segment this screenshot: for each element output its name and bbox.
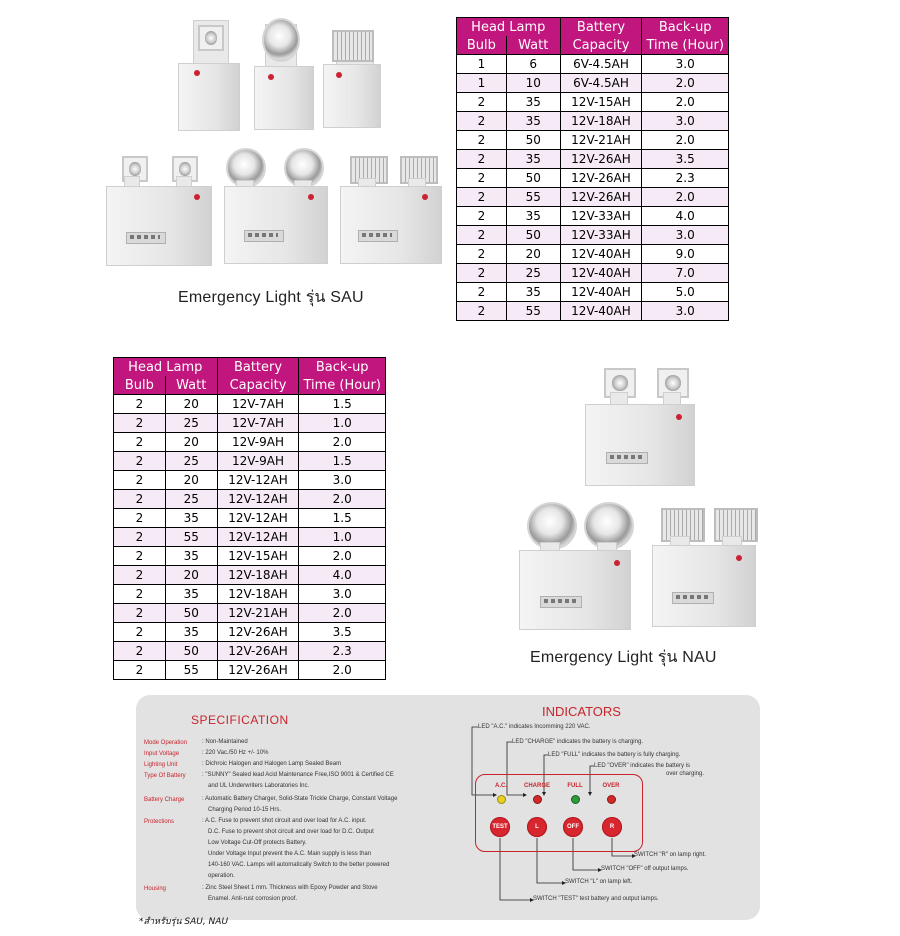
spec-label: Type Of Battery: [144, 773, 186, 779]
battery-header: Battery: [217, 358, 299, 377]
table-cell: 2: [114, 661, 166, 680]
table-cell: 12V-18AH: [217, 566, 299, 585]
table-cell: 2: [114, 452, 166, 471]
table-cell: 12V-33AH: [560, 226, 642, 245]
table-cell: 35: [165, 623, 217, 642]
table-cell: 6: [506, 55, 560, 74]
table-cell: 55: [165, 528, 217, 547]
table-cell: 12V-26AH: [217, 642, 299, 661]
spec-value: Charging Period 10-15 Hrs.: [208, 807, 282, 813]
watt-header: Watt: [165, 376, 217, 395]
table-cell: 20: [165, 395, 217, 414]
table-cell: 2: [457, 302, 507, 321]
led-label-charge: CHARGE: [523, 783, 550, 789]
table-cell: 6V-4.5AH: [560, 55, 642, 74]
note-switch-l: SWITCH "L" on lamp left.: [565, 879, 633, 885]
table-cell: 12V-26AH: [560, 150, 642, 169]
spec-value: Under Voltage Input prevent the A.C. Main supply is less than: [208, 851, 372, 857]
table-cell: 1: [457, 74, 507, 93]
led-label-full: FULL: [567, 783, 583, 789]
spec-value: Low Voltage Cut-Off protects Battery.: [208, 840, 307, 846]
spec-label: Housing: [144, 886, 167, 892]
table-cell: 12V-12AH: [217, 471, 299, 490]
table-cell: 2: [114, 509, 166, 528]
table-cell: 50: [506, 131, 560, 150]
head-lamp-header: Head Lamp: [114, 358, 218, 377]
nau-caption: Emergency Light รุ่น NAU: [530, 649, 717, 666]
table-cell: 20: [506, 245, 560, 264]
table-cell: 2: [114, 547, 166, 566]
table-cell: 20: [165, 471, 217, 490]
table-cell: 35: [165, 547, 217, 566]
table-cell: 2: [114, 471, 166, 490]
bulb-header: Bulb: [457, 36, 507, 55]
spec-label: Input Voltage: [144, 751, 180, 757]
table-cell: 12V-18AH: [560, 112, 642, 131]
spec-label: Lighting Unit: [144, 762, 178, 768]
table-cell: 50: [165, 642, 217, 661]
table-cell: 50: [506, 226, 560, 245]
table-cell: 20: [165, 566, 217, 585]
spec-value: operation.: [208, 873, 235, 879]
table-cell: 50: [165, 604, 217, 623]
table-cell: 2.0: [299, 604, 386, 623]
table-cell: 2: [457, 207, 507, 226]
table-cell: 2.0: [299, 547, 386, 566]
table-cell: 35: [165, 585, 217, 604]
table-cell: 3.0: [642, 302, 729, 321]
led-over-icon: [607, 795, 616, 804]
table-cell: 1.5: [299, 509, 386, 528]
table-cell: 12V-15AH: [217, 547, 299, 566]
table-cell: 2.3: [299, 642, 386, 661]
table-cell: 1.0: [299, 414, 386, 433]
table-cell: 2: [114, 604, 166, 623]
capacity-header: Capacity: [560, 36, 642, 55]
table-cell: 20: [165, 433, 217, 452]
led-charge-icon: [533, 795, 542, 804]
table-cell: 12V-12AH: [217, 509, 299, 528]
table-cell: 1.0: [299, 528, 386, 547]
table-cell: 35: [165, 509, 217, 528]
note-charge: LED "CHARGE" indicates the battery is charging.: [512, 739, 643, 745]
table-cell: 2: [114, 642, 166, 661]
head-lamp-header: Head Lamp: [457, 18, 561, 37]
table-cell: 2: [457, 226, 507, 245]
time-header: Time (Hour): [299, 376, 386, 395]
table-cell: 3.0: [642, 55, 729, 74]
table-cell: 25: [165, 490, 217, 509]
table-cell: 35: [506, 150, 560, 169]
led-ac-icon: [497, 795, 506, 804]
sau-caption: Emergency Light รุ่น SAU: [178, 289, 364, 306]
backup-header: Back-up: [642, 18, 729, 37]
table-cell: 2: [114, 623, 166, 642]
bulb-header: Bulb: [114, 376, 166, 395]
spec-label: Battery Charge: [144, 797, 185, 803]
spec-value: D.C. Fuse to prevent shot circuit and over load for D.C. Output: [208, 829, 374, 835]
table-cell: 3.5: [299, 623, 386, 642]
table-cell: 2: [457, 131, 507, 150]
table-cell: 50: [506, 169, 560, 188]
table-cell: 5.0: [642, 283, 729, 302]
test-button[interactable]: TEST: [490, 817, 510, 837]
table-cell: 12V-15AH: [560, 93, 642, 112]
table-cell: 2: [457, 150, 507, 169]
table-cell: 3.5: [642, 150, 729, 169]
table-cell: 9.0: [642, 245, 729, 264]
table-cell: 12V-33AH: [560, 207, 642, 226]
table-cell: 3.0: [642, 112, 729, 131]
table-cell: 55: [506, 188, 560, 207]
led-full-icon: [571, 795, 580, 804]
specification-title: SPECIFICATION: [191, 713, 289, 727]
spec-value: : "SUNNY" Sealed lead Acid Maintenance Free,ISO 9001 & Certified CE: [202, 772, 394, 778]
spec-value: Enamel. Anti-rust corrosion proof.: [208, 896, 298, 902]
table-cell: 55: [165, 661, 217, 680]
note-full: LED "FULL" indicates the battery is fully charging.: [548, 752, 681, 758]
table-cell: 12V-18AH: [217, 585, 299, 604]
table-cell: 12V-40AH: [560, 245, 642, 264]
table-cell: 25: [165, 452, 217, 471]
table-cell: 12V-9AH: [217, 452, 299, 471]
table-cell: 55: [506, 302, 560, 321]
table-cell: 12V-21AH: [560, 131, 642, 150]
table-cell: 2: [114, 414, 166, 433]
spec-label: Protections: [144, 819, 175, 825]
table-cell: 2.3: [642, 169, 729, 188]
table-cell: 2.0: [642, 131, 729, 150]
table-cell: 2: [457, 93, 507, 112]
table-cell: 7.0: [642, 264, 729, 283]
spec-value: 140-160 VAC. Lamps will automatically Switch to the better powered: [208, 862, 390, 868]
table-cell: 2: [114, 490, 166, 509]
table-cell: 1.5: [299, 452, 386, 471]
table-cell: 12V-26AH: [217, 661, 299, 680]
table-cell: 2: [457, 283, 507, 302]
table-cell: 12V-7AH: [217, 414, 299, 433]
time-header: Time (Hour): [642, 36, 729, 55]
table-cell: 2: [457, 112, 507, 131]
table-cell: 35: [506, 93, 560, 112]
spec-label: Mode Operation: [144, 740, 188, 746]
led-label-over: OVER: [602, 783, 620, 789]
spec-value: : 220 Vac./50 Hz +/- 10%: [202, 750, 269, 756]
table-cell: 10: [506, 74, 560, 93]
backup-header: Back-up: [299, 358, 386, 377]
note-switch-r: SWITCH "R" on lamp right.: [634, 852, 706, 858]
table-cell: 12V-26AH: [560, 188, 642, 207]
lamp-left-button[interactable]: L: [527, 817, 547, 837]
table-cell: 12V-9AH: [217, 433, 299, 452]
spec-value: : Automatic Battery Charger, Solid-State Trickle Charge, Constant Voltage: [202, 796, 398, 802]
table-cell: 25: [506, 264, 560, 283]
table-cell: 12V-12AH: [217, 490, 299, 509]
table-cell: 2: [114, 395, 166, 414]
table-cell: 12V-21AH: [217, 604, 299, 623]
note-over-cont: over charging.: [666, 771, 705, 777]
table-cell: 3.0: [299, 585, 386, 604]
table-cell: 12V-12AH: [217, 528, 299, 547]
table-cell: 12V-40AH: [560, 264, 642, 283]
spec-value: and UL Underwriters Laboratories Inc.: [208, 783, 310, 789]
table-cell: 2: [114, 433, 166, 452]
table-cell: 4.0: [299, 566, 386, 585]
table-cell: 2: [114, 566, 166, 585]
table-cell: 6V-4.5AH: [560, 74, 642, 93]
table-cell: 3.0: [642, 226, 729, 245]
table-cell: 2: [457, 264, 507, 283]
footnote: *สำหรับรุ่น SAU, NAU: [139, 917, 229, 927]
note-over: LED "OVER" indicates the battery is: [594, 763, 690, 769]
lamp-right-button[interactable]: R: [602, 817, 622, 837]
table-cell: 35: [506, 112, 560, 131]
table-cell: 2.0: [299, 661, 386, 680]
spec-value: : A.C. Fuse to prevent shot circuit and over load for A.C. input.: [202, 818, 367, 824]
table-cell: 35: [506, 207, 560, 226]
table-cell: 12V-26AH: [560, 169, 642, 188]
table-cell: 1.5: [299, 395, 386, 414]
table-cell: 4.0: [642, 207, 729, 226]
table-cell: 12V-26AH: [217, 623, 299, 642]
table-cell: 2: [457, 245, 507, 264]
spec-value: : Dichroic Halogen and Halogen Lamp Sealed Beam: [202, 761, 342, 767]
table-cell: 12V-40AH: [560, 302, 642, 321]
table-cell: 25: [165, 414, 217, 433]
indicator-panel: [475, 774, 643, 852]
table-cell: 2.0: [299, 433, 386, 452]
spec-value: : Zinc Steel Sheet 1 mm. Thickness with Epoxy Powder and Stove: [202, 885, 378, 891]
table-cell: 2: [114, 585, 166, 604]
note-ac: LED "A.C." indicates Incomming 220 VAC.: [478, 724, 591, 730]
off-button[interactable]: OFF: [563, 817, 583, 837]
table-cell: 12V-7AH: [217, 395, 299, 414]
battery-header: Battery: [560, 18, 642, 37]
table-cell: 2: [457, 188, 507, 207]
table-cell: 2.0: [299, 490, 386, 509]
indicators-title: INDICATORS: [542, 704, 621, 719]
capacity-header: Capacity: [217, 376, 299, 395]
watt-header: Watt: [506, 36, 560, 55]
table-cell: 2: [457, 169, 507, 188]
table-cell: 2.0: [642, 74, 729, 93]
note-switch-off: SWITCH "OFF" off output lamps.: [601, 866, 689, 872]
table-cell: 2: [114, 528, 166, 547]
table-cell: 1: [457, 55, 507, 74]
table-cell: 3.0: [299, 471, 386, 490]
spec-value: : Non-Maintained: [202, 739, 248, 745]
table-cell: 35: [506, 283, 560, 302]
table-cell: 12V-40AH: [560, 283, 642, 302]
table-cell: 2.0: [642, 188, 729, 207]
note-switch-test: SWITCH "TEST" test battery and output lamps.: [533, 896, 659, 902]
table-cell: 2.0: [642, 93, 729, 112]
led-label-ac: A.C.: [495, 783, 507, 789]
